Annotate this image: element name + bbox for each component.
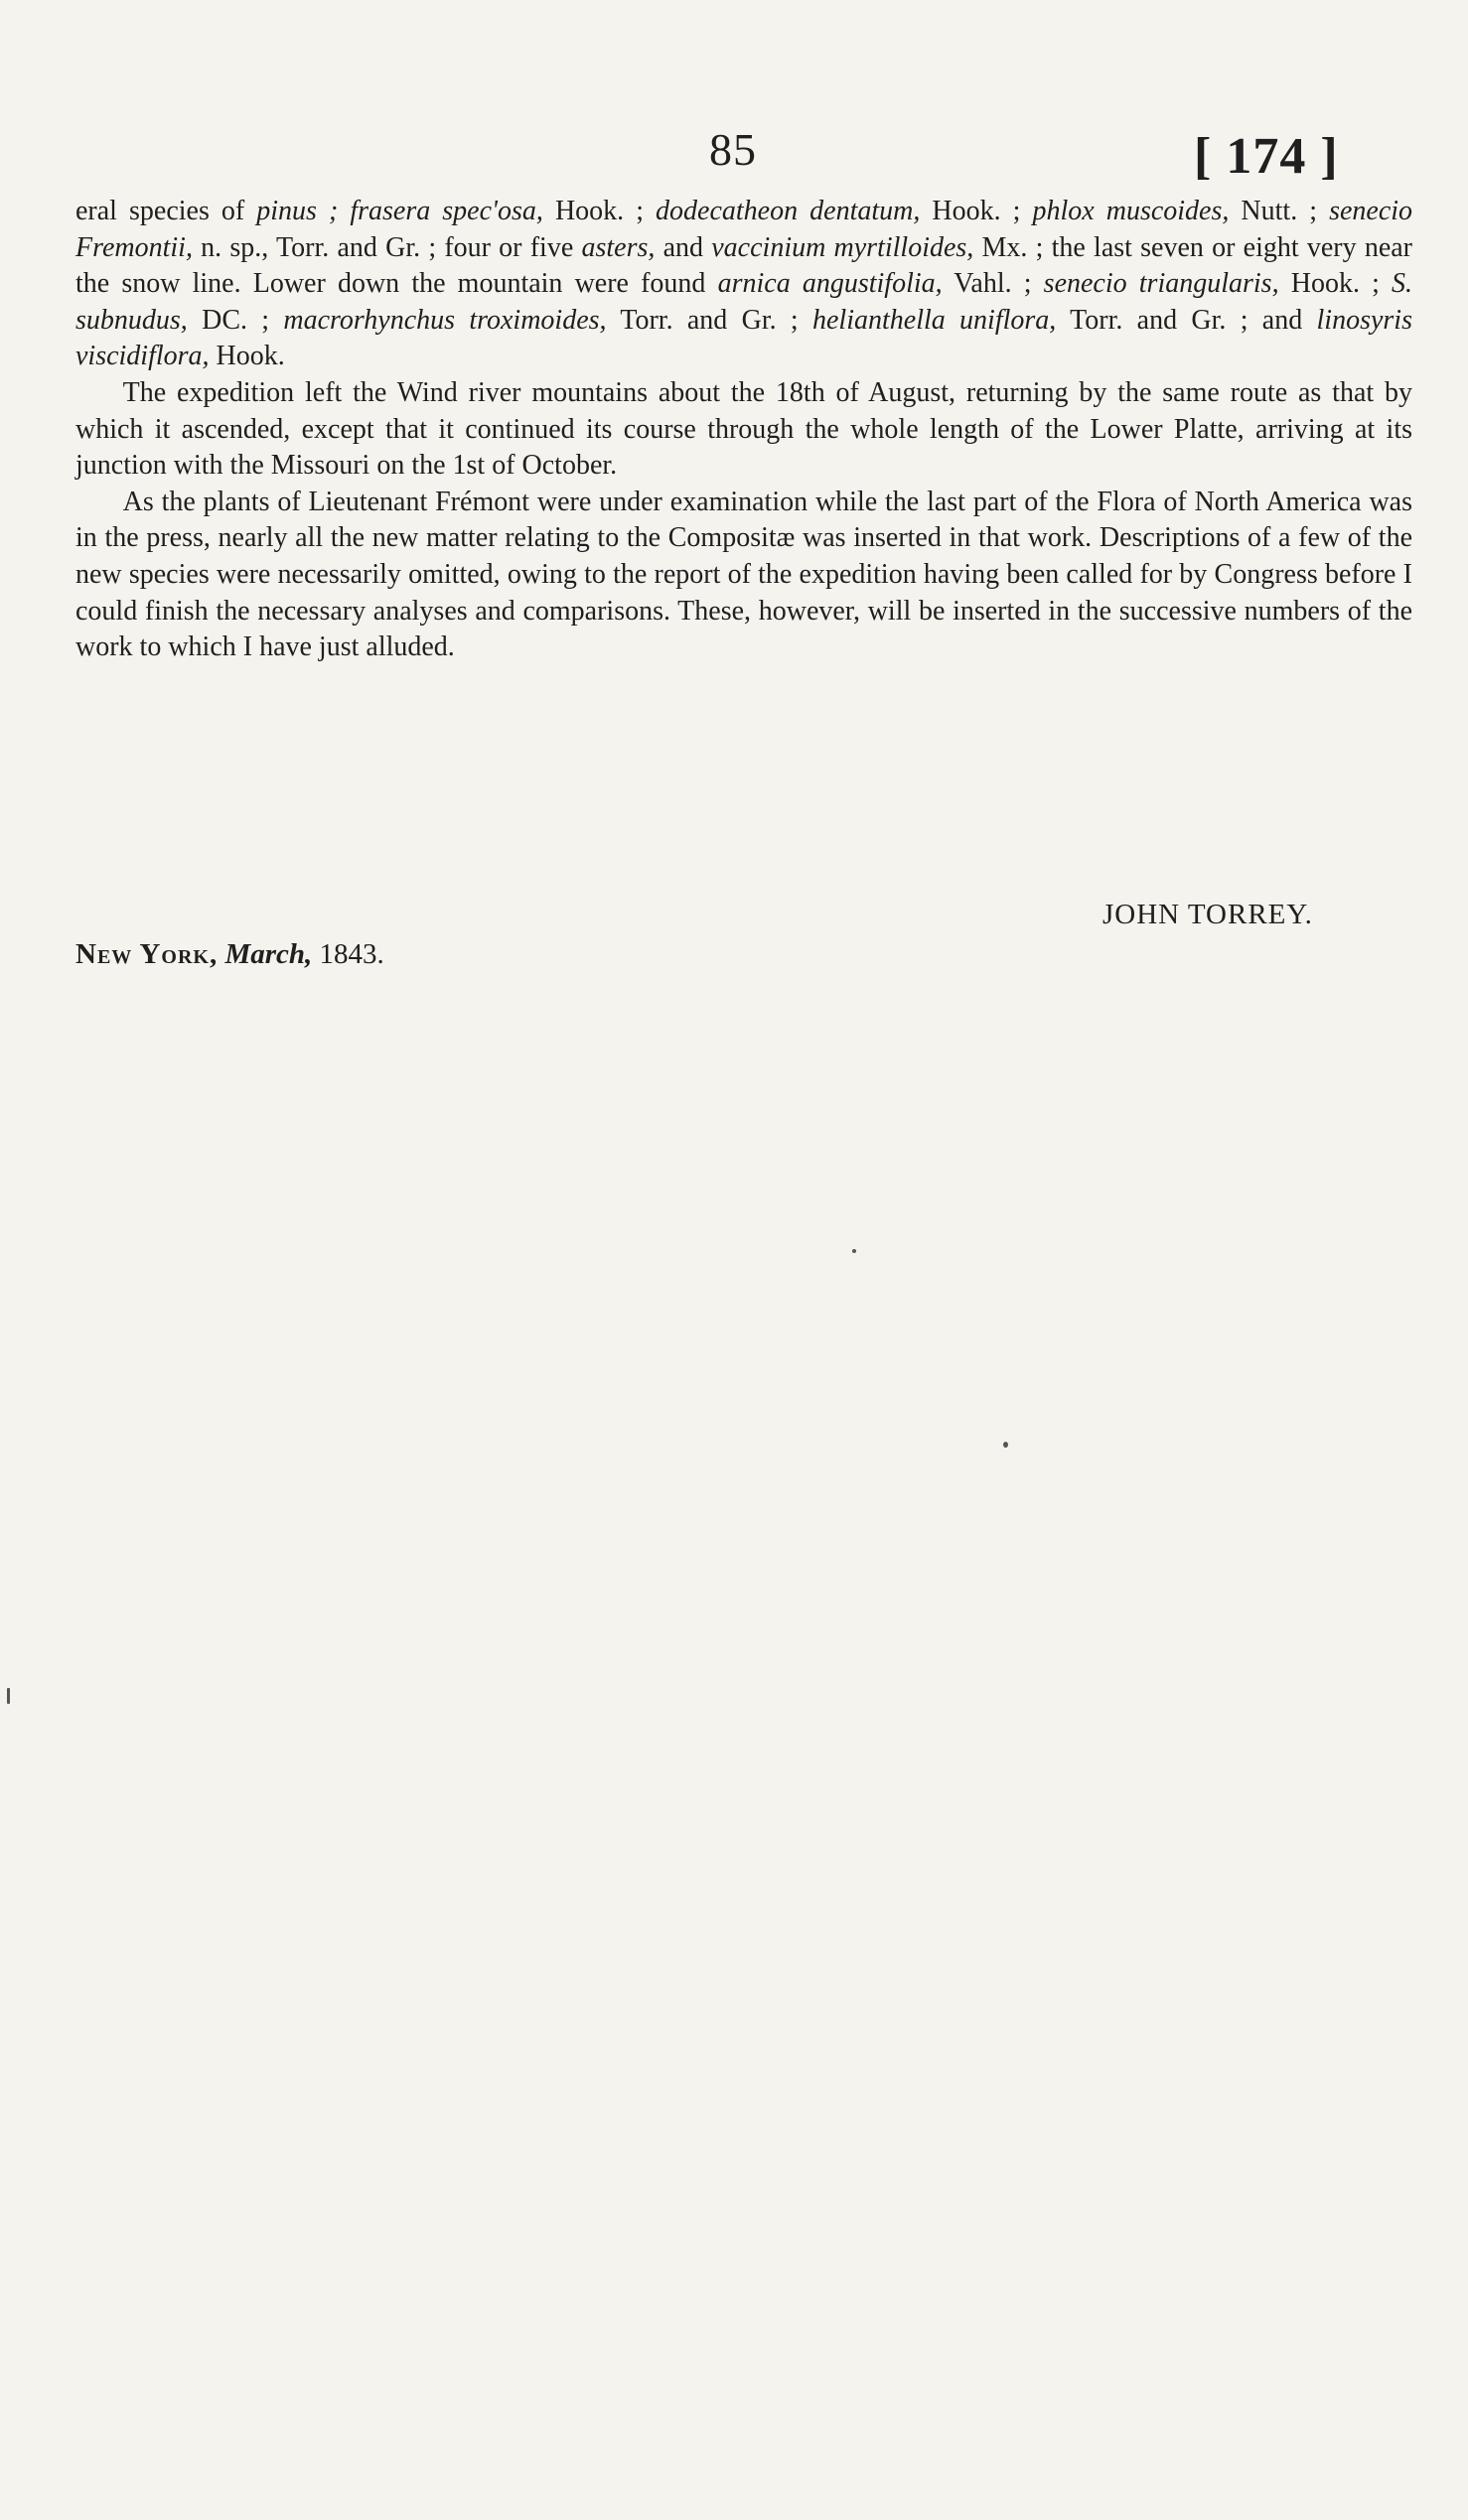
paragraph-text: Torr. and Gr. ; and <box>1056 304 1317 336</box>
scan-speck <box>7 1688 10 1704</box>
paragraph-text: Torr. and Gr. ; <box>606 304 812 336</box>
species-name: macrorhynchus troximoides, <box>283 304 607 336</box>
paragraph-text: Hook. ; <box>542 196 657 226</box>
paragraph-text: Mx. ; the last seven or eight very near the snow line. Lower down the mountain were found <box>75 231 1412 300</box>
paragraph-text: DC. ; <box>187 304 284 336</box>
section-number: [ 174 ] <box>1194 128 1339 185</box>
species-name: asters, <box>581 231 656 263</box>
paragraph-plants-examination: As the plants of Lieutenant Frémont were under examination while the last part of the Flora of North America was in the press, nearly all the new matter relating to the Compositæ was inserted in that work. Descriptions of a few of the new species were necessarily omitted, owing to the report of the expedition having been called for by Congress before I could finish the necessary analyses and comparisons. These, however, will be inserted in the successive numbers of the work to which I have just alluded. <box>75 486 1412 663</box>
paragraph-text: Vahl. ; <box>942 268 1044 300</box>
paragraph-text: Hook. ; <box>1278 268 1393 300</box>
page-number: 85 <box>709 124 757 175</box>
scan-speck <box>852 1249 856 1253</box>
paragraph-text: and <box>655 231 712 263</box>
paragraph-text: Hook. ; <box>920 196 1033 226</box>
species-name: arnica angustifolia, <box>717 268 943 300</box>
species-name: dodecatheon dentatum, <box>656 196 921 226</box>
body-text <box>75 194 1412 666</box>
species-name: vaccinium myrtilloides, <box>711 231 974 263</box>
species-name: phlox muscoides, <box>1032 196 1230 226</box>
signature: JOHN TORREY. <box>1102 899 1313 930</box>
place: New York, <box>75 938 219 970</box>
species-name: helianthella uniflora, <box>812 304 1057 336</box>
species-name: senecio triangularis, <box>1043 268 1279 300</box>
paragraph-expedition-return: The expedition left the Wind river mountains about the 18th of August, returning by the same route as that by which it ascended, except that it continued its course through the whole length of the Lower Platte, arriving at its junction with the Missouri on the 1st of October. <box>75 376 1412 482</box>
paragraph-text: n. sp., Torr. and Gr. ; four or five <box>192 231 582 263</box>
species-name: linosyris viscidiflora, <box>75 304 1412 372</box>
paragraph-species-list <box>75 194 1412 375</box>
month: March, <box>224 938 313 970</box>
species-name: S. subnudus, <box>75 268 1413 336</box>
paragraph-text: Nutt. ; <box>1229 196 1330 226</box>
paragraph-text: Hook. <box>209 341 285 372</box>
species-name: pinus ; frasera spec'osa, <box>256 196 543 226</box>
species-name: senecio Fremontii, <box>75 196 1413 263</box>
place-date-line <box>75 938 384 971</box>
year: 1843. <box>319 938 384 970</box>
scan-speck <box>1003 1442 1008 1448</box>
paragraph-text: eral species of <box>75 196 257 226</box>
